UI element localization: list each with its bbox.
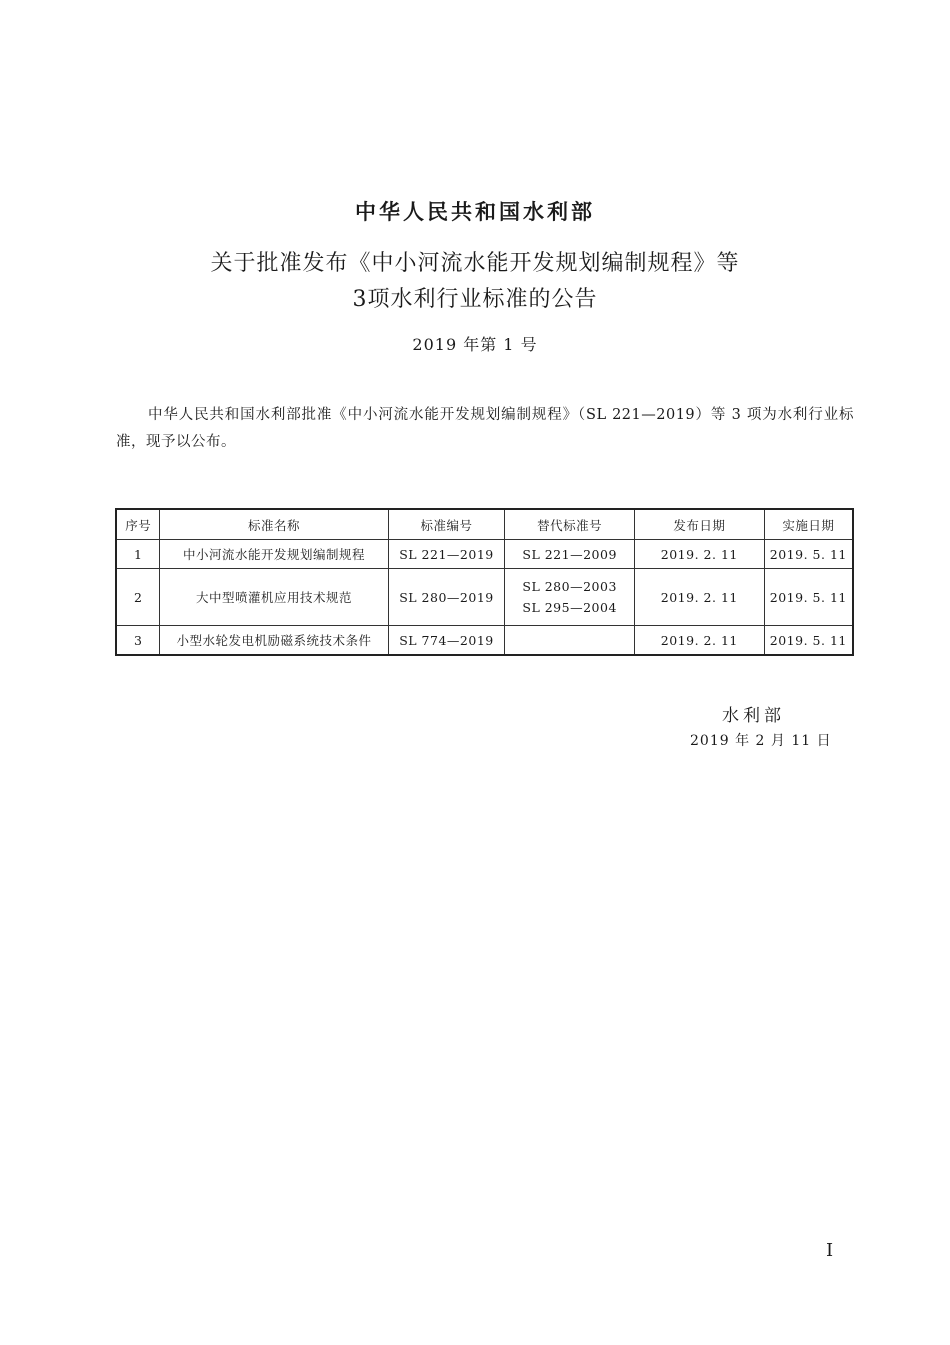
cell-standard-name: 小型水轮发电机励磁系统技术条件 [160,626,388,656]
cell-standard-code: SL 221—2019 [388,540,505,569]
cell-serial: 2 [116,569,160,626]
cell-publish-date: 2019. 2. 11 [634,540,764,569]
page-number: I [826,1240,834,1261]
notice-title-line-2: 3项水利行业标准的公告 [352,287,598,312]
cell-replaced-code: SL 221—2009 [505,540,635,569]
cell-serial: 1 [116,540,160,569]
cell-replaced-code [505,626,635,656]
replaced-code-1: SL 280—2003 [522,579,617,594]
header-replaced-code: 替代标准号 [505,509,635,540]
table-row [116,540,853,569]
cell-standard-name: 大中型喷灌机应用技术规范 [160,569,388,626]
table-header-row [116,509,853,540]
replaced-code-2: SL 295—2004 [522,600,617,615]
signer-name: 水利部 [722,706,785,726]
cell-publish-date: 2019. 2. 11 [634,569,764,626]
header-standard-name: 标准名称 [160,509,388,540]
table-row [116,626,853,656]
table-row [116,569,853,626]
cell-serial: 3 [116,626,160,656]
header-effective-date: 实施日期 [764,509,853,540]
standards-table [115,508,854,656]
cell-publish-date: 2019. 2. 11 [634,626,764,656]
cell-standard-name: 中小河流水能开发规划编制规程 [160,540,388,569]
notice-title-line-1: 关于批准发布《中小河流水能开发规划编制规程》等 [210,251,740,276]
cell-replaced-code [505,569,635,626]
header-publish-date: 发布日期 [634,509,764,540]
header-serial: 序号 [116,509,160,540]
cell-effective-date: 2019. 5. 11 [764,626,853,656]
cell-effective-date: 2019. 5. 11 [764,569,853,626]
cell-standard-code: SL 774—2019 [388,626,505,656]
issuing-ministry: 中华人民共和国水利部 [355,199,595,224]
header-standard-code: 标准编号 [388,509,505,540]
signature-date: 2019 年 2 月 11 日 [690,733,832,749]
issue-number: 2019 年第 1 号 [412,335,538,354]
cell-standard-code: SL 280—2019 [388,569,505,626]
announcement-paragraph: 中华人民共和国水利部批准《中小河流水能开发规划编制规程》（SL 221—2019）等 3 项为水利行业标准，现予以公布。 [116,407,854,450]
cell-effective-date: 2019. 5. 11 [764,540,853,569]
